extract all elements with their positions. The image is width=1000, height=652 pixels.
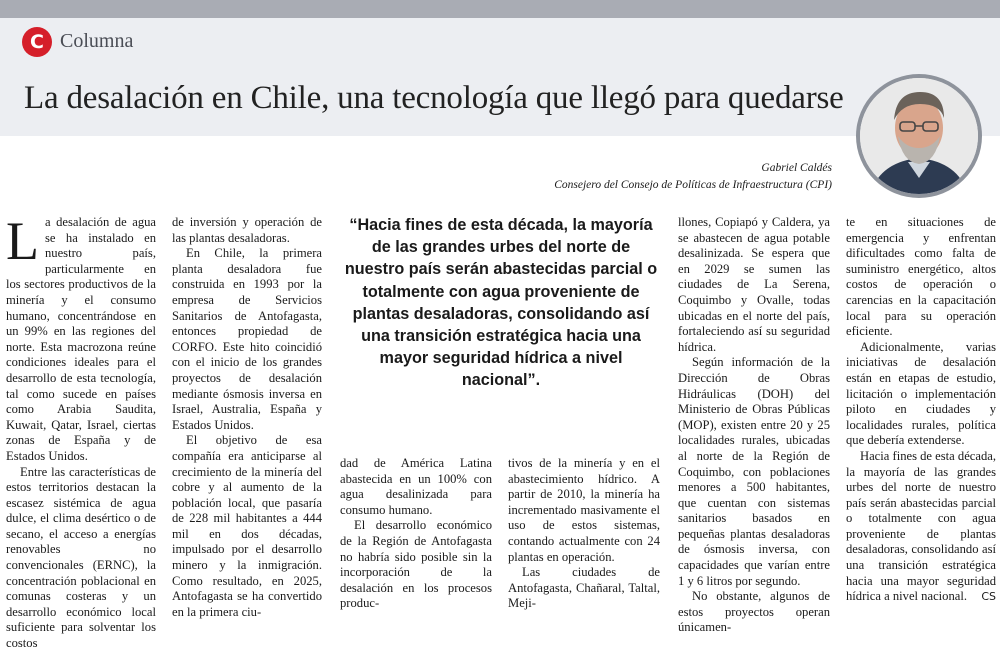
headline: La desalación en Chile, una tecnología que llegó para quedarse [24,80,844,116]
article-column-5 [678,215,830,636]
paragraph: La desalación de agua se ha instalado en nuestro país, particularmente en los sectores productivos de la minería y el consumo humano, concentrándose en un 99% en las regiones del norte. Esta macrozona reúne condiciones ideales para el desarrollo de esta tecnología, tal como sucede en países como Arabia Saudita, Kuwait, Qatar, Israel, ciertas zonas de España y de Estados Unidos. [6,211,156,463]
paragraph: de inversión y operación de las plantas desaladoras. [172,215,322,245]
author-byline [554,160,832,194]
paragraph: El desarrollo económico de la Región de Antofagasta no habría sido posible sin la incorporación de la desalación en los procesos produc- [340,518,492,611]
pull-quote: “Hacia fines de esta década, la mayoría de las grandes urbes del norte de nuestro país serán abastecidas parcial o totalmente con agua proveniente de plantas desaladoras, consolidando así una transición estratégica hacia una mayor seguridad hídrica a nivel nacional”. [344,216,658,390]
author-name: Gabriel Caldés [761,162,832,174]
author-photo-icon [860,78,978,194]
paragraph: Adicionalmente, varias iniciativas de desalación están en etapas de estudio, licitación o implementación piloto en ciudades y localidades rurales, política que debería extenderse. [846,339,996,448]
paragraph: El objetivo de esa compañía era anticiparse al crecimiento de la minería del cobre y al aumento de la población local, que pasaría de 228 mil habitantes a 444 mil en dos décadas, impulsado por el desarrollo minero y la inmigración. Como resultado, en 2025, Antofagasta se ha convertido en la primera ciu- [172,433,322,619]
paragraph: Hacia fines de esta década, la mayoría de las grandes urbes del norte de nuestro país serán abastecidas parcial o totalmente con agua proveniente de plantas desaladoras, consolidando así una transición estratégica hacia una mayor seguridad hídrica a nivel nacional. CS [846,448,997,604]
section-label: Columna [60,30,134,52]
author-portrait [856,74,982,198]
article-column-4 [508,456,660,612]
top-color-bar [0,0,1000,18]
article-header [0,18,1000,136]
column-section-icon: C [22,27,52,57]
article-column-2 [172,215,322,620]
paragraph: Según información de la Dirección de Obras Hidráulicas (DOH) del Ministerio de Obras Públicas (MOP), existen entre 20 y 25 localidades rurales, ubicadas al norte de la Región de Coquimbo, con poblaciones menores a 500 habitantes, que cuentan con sistemas sanitarios basados en pequeñas plantas desaladoras de ósmosis inversa, con capacidades que varían entre 1 y 6 litros por segundo. [678,355,830,588]
author-role: Consejero del Consejo de Políticas de Infraestructura (CPI) [554,179,832,191]
drop-cap: L [6,211,39,271]
article-column-1 [6,211,156,652]
paragraph: llones, Copiapó y Caldera, ya se abastecen de agua potable desalinizada. Se espera que en 2029 se sumen las ciudades de La Serena, Coquimbo y Ovalle, todas ubicadas en el norte del país, fortaleciendo así su seguridad hídrica. [678,215,830,354]
paragraph: No obstante, algunos de estos proyectos operan únicamen- [678,589,830,635]
article-column-3 [340,456,492,612]
paragraph: En Chile, la primera planta desaladora fue construida en 1993 por la empresa de Servicios Sanitarios de Antofagasta, entonces propiedad de CORFO. Este hito coincidió con el inicio de los grandes proyectos de desalación mediante ósmosis inversa en Israel, Australia, España y Estados Unidos. [172,246,322,432]
paragraph: tivos de la minería y en el abastecimiento hídrico. A partir de 2010, la minería ha incrementado masivamente el uso de estos sistemas, contando actualmente con 24 plantas en operación. [508,456,660,564]
article-column-6 [846,215,996,605]
paragraph: te en situaciones de emergencia y enfrentan dificultades como falta de suministro energético, altos costos de operación o carencias en la capacitación local para su operación eficiente. [846,215,996,339]
paragraph: Entre las características de estos territorios destacan la escasez sistémica de agua dulce, el clima desértico o de secano, el acceso a energías renovables no convencionales (ERNC), la concentración poblacional en comunas costeras y un desarrollo económico local suficiente para solventar los costos [6,464,156,651]
end-mark-icon: CS [981,590,996,604]
paragraph: dad de América Latina abastecida en un 100% con agua desalinizada para consumo humano. [340,456,492,517]
paragraph: Las ciudades de Antofagasta, Chañaral, Taltal, Meji- [508,565,660,611]
